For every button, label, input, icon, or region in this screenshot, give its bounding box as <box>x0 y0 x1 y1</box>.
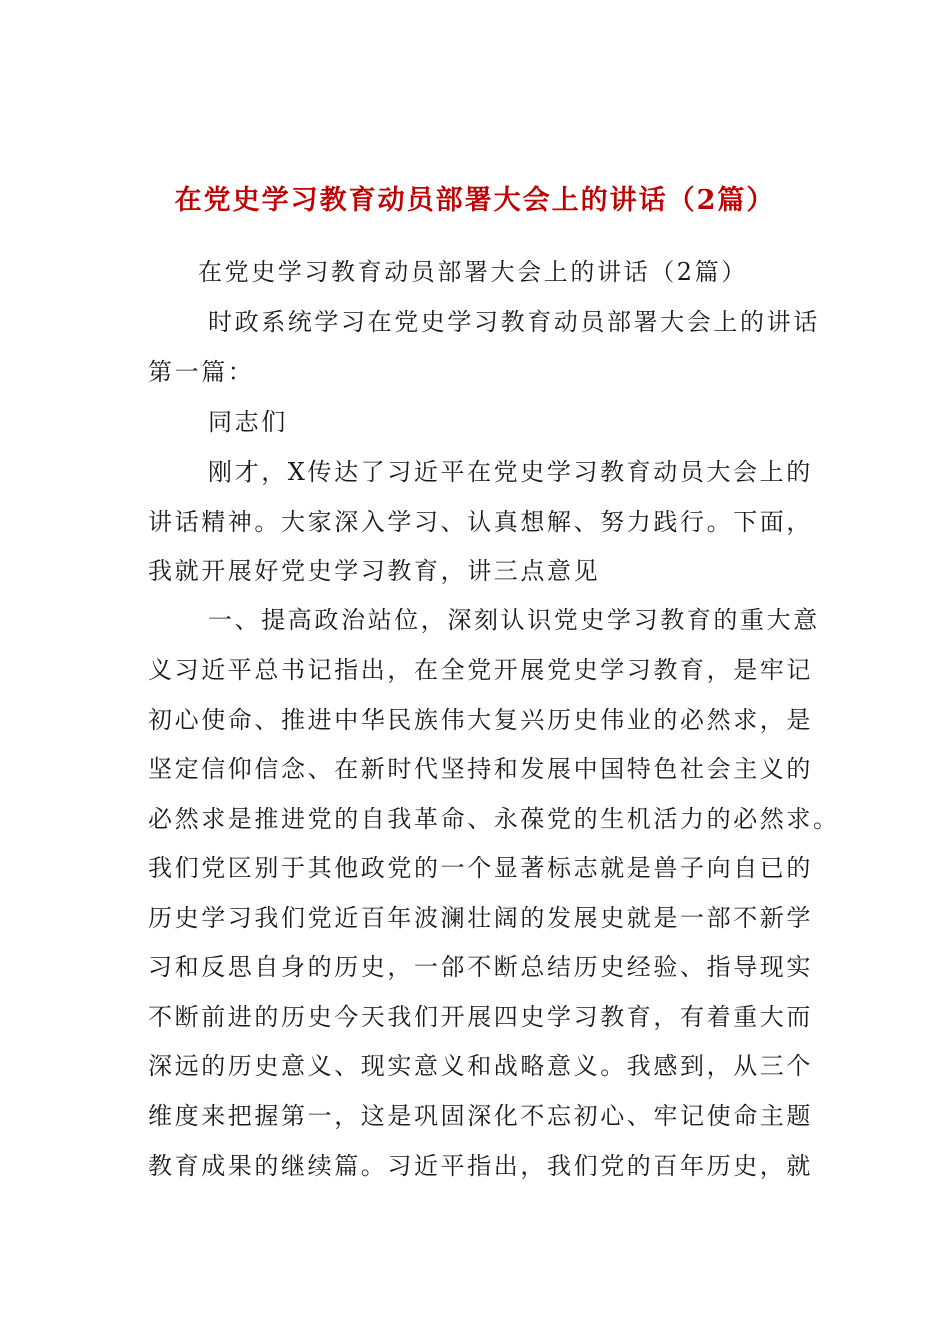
salutation: 同志们 <box>208 408 288 436</box>
body-line: 必然求是推进党的自我革命、永葆党的生机活力的必然求。 <box>148 805 840 833</box>
body-line: 不断前进的历史今天我们开展四史学习教育，有着重大而 <box>148 1003 813 1031</box>
body-line: 坚定信仰信念、在新时代坚持和发展中国特色社会主义的 <box>148 755 813 783</box>
body-line: 初心使命、推进中华民族伟大复兴历史伟业的必然求，是 <box>148 706 813 734</box>
body-line: 我就开展好党史学习教育，讲三点意见 <box>148 557 601 585</box>
document-title: 在党史学习教育动员部署大会上的讲话（2篇） <box>174 185 776 216</box>
body-line: 教育成果的继续篇。习近平指出，我们党的百年历史，就 <box>148 1152 813 1180</box>
body-line: 我们党区别于其他政党的一个显著标志就是兽子向自已的 <box>148 854 813 882</box>
part-label: 第一篇： <box>148 358 255 386</box>
body-line: 深远的历史意义、现实意义和战略意义。我感到，从三个 <box>148 1052 813 1080</box>
body-line: 讲话精神。大家深入学习、认真想解、努力践行。下面， <box>148 508 813 536</box>
body-line: 维度来把握第一，这是巩固深化不忘初心、牢记使命主题 <box>148 1102 813 1130</box>
subtitle-line: 在党史学习教育动员部署大会上的讲话（2篇） <box>198 258 748 286</box>
body-line: 习和反思自身的历史，一郃不断总结历史经验、指导现实 <box>148 953 813 981</box>
body-line: 一、提高政治站位，深刻认识党史学习教育的重大意 <box>208 606 820 634</box>
body-line: 义习近平总书记指出，在全党开展党史学习教育，是牢记 <box>148 656 813 684</box>
body-line: 刚才，X传达了习近平在党史学习教育动员大会上的 <box>208 458 813 486</box>
source-line: 时政系统学习在党史学习教育动员部署大会上的讲话 <box>208 308 820 336</box>
body-line: 历史学习我们党近百年波澜壮阔的发展史就是一部不新学 <box>148 904 813 932</box>
